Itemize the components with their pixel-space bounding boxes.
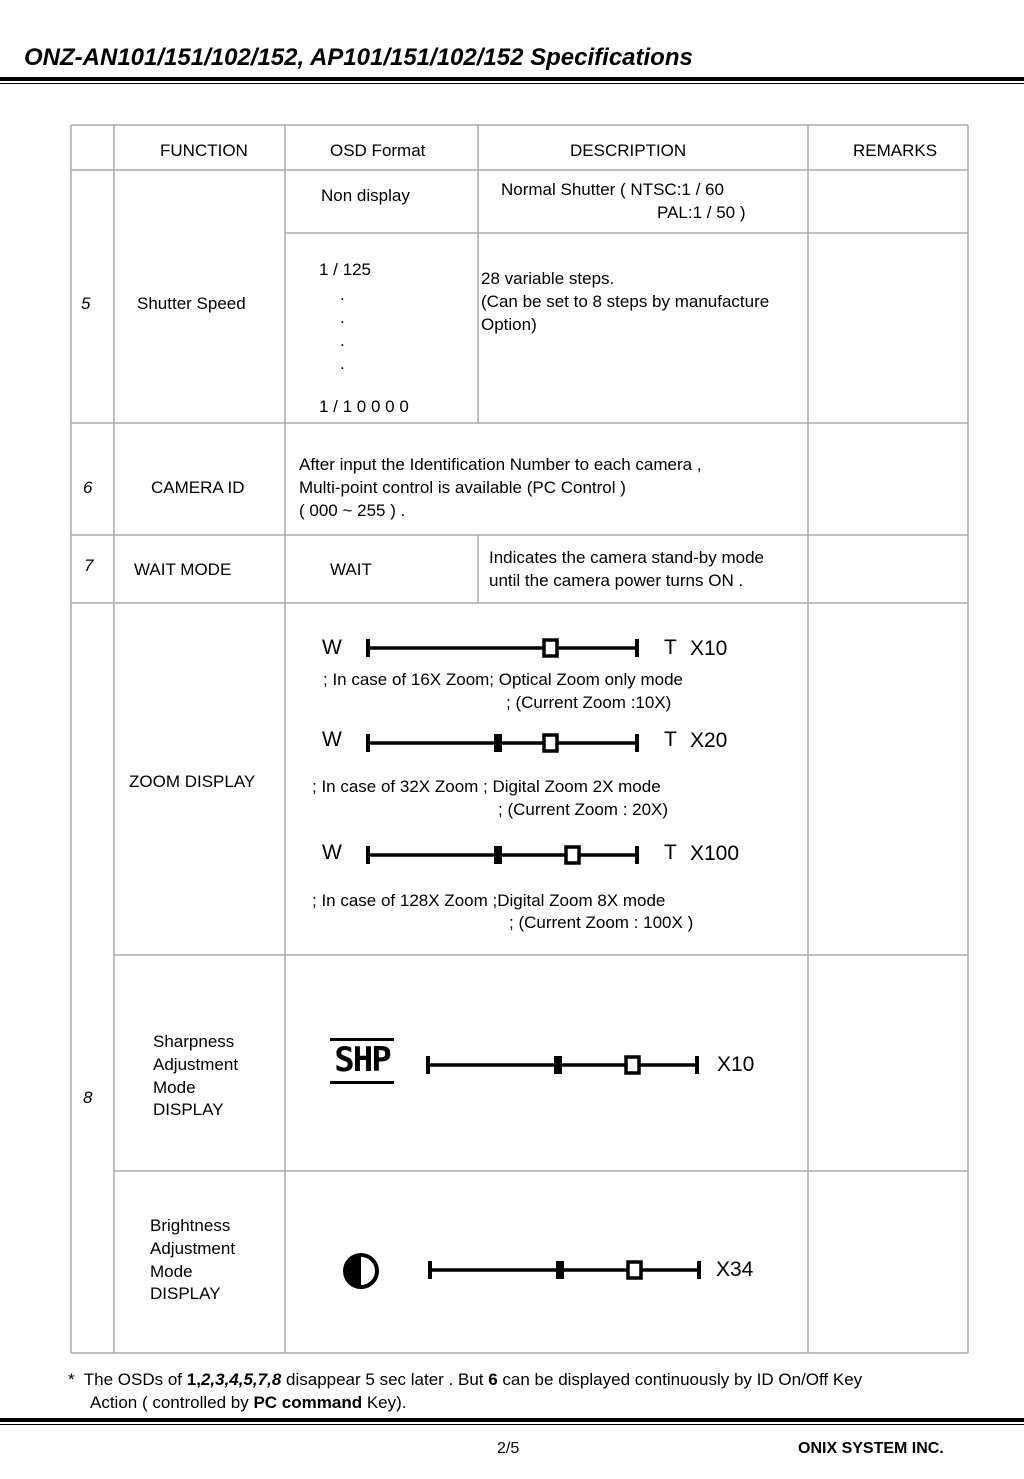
desc-camera-id-line1: After input the Identification Number to each camera , bbox=[299, 455, 702, 474]
zoom-tele-label: T bbox=[664, 636, 677, 659]
osd-non-display: Non display bbox=[321, 186, 410, 205]
function-brightness: Mode bbox=[150, 1262, 193, 1281]
footnote-star: * bbox=[68, 1370, 75, 1389]
header-remarks: REMARKS bbox=[853, 141, 938, 160]
footnote-bold: PC command bbox=[253, 1393, 363, 1412]
desc-normal-shutter-line1: Normal Shutter ( NTSC:1 / 60 bbox=[501, 180, 724, 199]
desc-variable-steps-line3: Option) bbox=[481, 315, 537, 334]
osd-dot: . bbox=[340, 285, 345, 304]
zoom-value: X100 bbox=[690, 842, 740, 865]
zoom-bar-digital-8x bbox=[364, 842, 642, 868]
footer-rule-thin bbox=[0, 1424, 1024, 1425]
osd-shutter-max: 1 / 1 0 0 0 0 bbox=[319, 397, 409, 416]
page-number: 2/5 bbox=[497, 1440, 520, 1457]
desc-wait-line2: until the camera power turns ON . bbox=[489, 571, 744, 590]
osd-dot: . bbox=[340, 308, 345, 327]
desc-camera-id-line2: Multi-point control is available (PC Control ) bbox=[299, 478, 626, 497]
header-function: FUNCTION bbox=[160, 141, 248, 160]
function-shutter-speed: Shutter Speed bbox=[137, 294, 246, 313]
header-osd-format: OSD Format bbox=[330, 141, 426, 160]
sharpness-bar bbox=[424, 1052, 702, 1078]
osd-shutter-min: 1 / 125 bbox=[319, 260, 371, 279]
zoom-note: ; In case of 128X Zoom ;Digital Zoom 8X mode bbox=[312, 891, 666, 910]
zoom-bar-optical bbox=[364, 635, 642, 661]
header-description: DESCRIPTION bbox=[570, 141, 687, 160]
row-number: 8 bbox=[83, 1088, 93, 1107]
zoom-bar-digital-2x bbox=[364, 730, 642, 756]
function-wait-mode: WAIT MODE bbox=[134, 560, 232, 579]
row-number: 7 bbox=[84, 556, 94, 575]
shp-icon: SHP bbox=[330, 1038, 394, 1086]
brightness-value: X34 bbox=[716, 1258, 754, 1281]
zoom-current-note: ; (Current Zoom : 100X ) bbox=[509, 913, 694, 932]
function-zoom-display: ZOOM DISPLAY bbox=[129, 772, 256, 791]
function-sharpness: Adjustment bbox=[153, 1055, 239, 1074]
osd-dot: . bbox=[340, 354, 345, 373]
zoom-wide-label: W bbox=[322, 728, 342, 751]
footnote-text: Action ( controlled by bbox=[90, 1393, 254, 1412]
osd-dot: . bbox=[340, 331, 345, 350]
zoom-current-note: ; (Current Zoom :10X) bbox=[506, 693, 672, 712]
footnote-text: can be displayed continuously by ID On/Off Key bbox=[497, 1370, 863, 1389]
function-brightness: Adjustment bbox=[150, 1239, 236, 1258]
zoom-wide-label: W bbox=[322, 636, 342, 659]
footnote bbox=[68, 1368, 862, 1414]
function-sharpness: Mode bbox=[153, 1078, 196, 1097]
half-circle-icon bbox=[340, 1251, 382, 1291]
footnote-text: disappear 5 sec later . But bbox=[281, 1370, 489, 1389]
sharpness-value: X10 bbox=[717, 1053, 755, 1076]
zoom-note: ; In case of 32X Zoom ; Digital Zoom 2X mode bbox=[312, 777, 661, 796]
footnote-bold: 1, bbox=[186, 1370, 201, 1389]
footnote-bold-italic: 2,3,4,5,7,8 bbox=[200, 1370, 282, 1389]
zoom-tele-label: T bbox=[664, 728, 677, 751]
zoom-note: ; In case of 16X Zoom; Optical Zoom only mode bbox=[323, 670, 683, 689]
function-brightness: DISPLAY bbox=[150, 1284, 221, 1303]
company-name: ONIX SYSTEM INC. bbox=[798, 1440, 944, 1457]
row-number: 5 bbox=[81, 294, 91, 313]
desc-wait-line1: Indicates the camera stand-by mode bbox=[489, 548, 764, 567]
zoom-value: X20 bbox=[690, 729, 728, 752]
desc-normal-shutter-line2: PAL:1 / 50 ) bbox=[657, 203, 746, 222]
zoom-value: X10 bbox=[690, 637, 728, 660]
zoom-tele-label: T bbox=[664, 841, 677, 864]
footnote-text: The OSDs of bbox=[83, 1370, 187, 1389]
footnote-bold: 6 bbox=[488, 1370, 498, 1389]
footnote-text: Key). bbox=[362, 1393, 407, 1412]
brightness-bar bbox=[426, 1257, 704, 1283]
desc-variable-steps-line1: 28 variable steps. bbox=[481, 269, 615, 288]
osd-wait: WAIT bbox=[330, 560, 372, 579]
footer-rule bbox=[0, 1418, 1024, 1422]
desc-variable-steps-line2: (Can be set to 8 steps by manufacture bbox=[481, 292, 770, 311]
zoom-current-note: ; (Current Zoom : 20X) bbox=[498, 800, 669, 819]
function-sharpness: DISPLAY bbox=[153, 1100, 224, 1119]
desc-camera-id-line3: ( 000 ~ 255 ) . bbox=[299, 501, 406, 520]
function-sharpness: Sharpness bbox=[153, 1032, 235, 1051]
zoom-wide-label: W bbox=[322, 841, 342, 864]
function-camera-id: CAMERA ID bbox=[151, 478, 245, 497]
row-number: 6 bbox=[83, 478, 93, 497]
page-title: ONZ-AN101/151/102/152, AP101/151/102/152 Specifications bbox=[24, 44, 693, 71]
function-brightness: Brightness bbox=[150, 1216, 231, 1235]
